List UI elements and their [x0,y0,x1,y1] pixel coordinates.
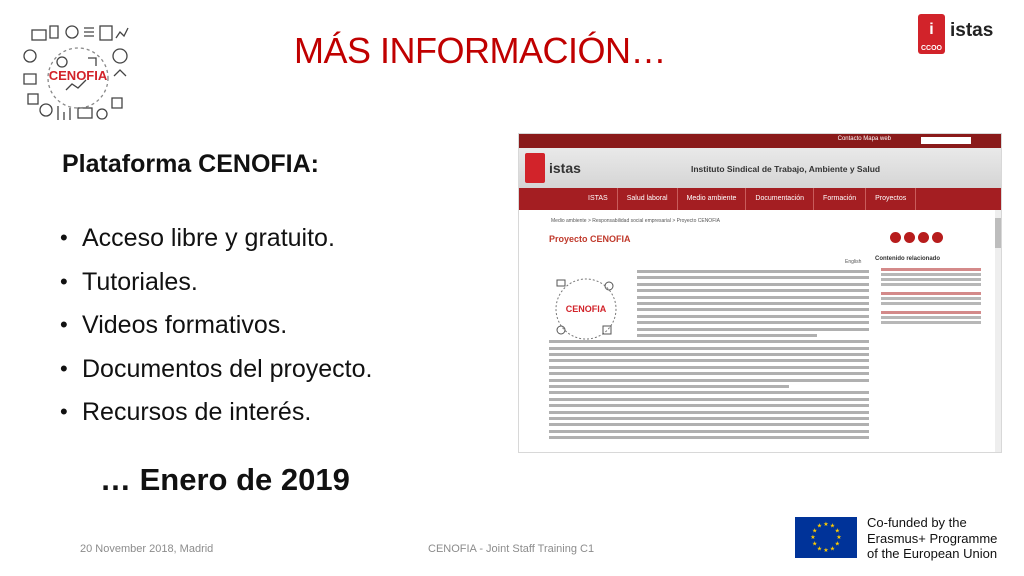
erasmus-line: Co-funded by the [867,515,967,530]
erasmus-line: Erasmus+ Programme [867,530,998,546]
istas-logo-mark [918,14,945,54]
rss-icon [932,232,943,243]
svg-text:CCOO: CCOO [921,45,942,52]
list-item [60,309,372,353]
website-search-input [921,137,971,144]
footer-event: CENOFIA - Joint Staff Training C1 [428,543,595,555]
svg-text:★: ★ [834,540,840,548]
website-english-link: English [845,259,862,265]
list-item [60,396,372,440]
svg-text:★: ★ [823,547,829,554]
bullet-icon: • [60,225,68,250]
list-item-label: Documentos del proyecto. [82,354,373,383]
svg-text:★: ★ [812,540,818,548]
website-page-title: Proyecto CENOFIA [549,234,631,244]
slide-title: MÁS INFORMACIÓN… [293,30,666,71]
svg-text:CENOFIA: CENOFIA [48,68,108,83]
website-nav-item: Medio ambiente [678,188,747,210]
svg-text:★: ★ [834,527,840,535]
list-item [60,353,372,397]
erasmus-cofunding-text [867,515,997,562]
website-breadcrumb: Medio ambiente > Responsabilidad social empresarial > Proyecto CENOFIA [551,218,720,224]
istas-logo-text: istas [950,20,994,41]
website-nav-item: Formación [814,188,866,210]
list-item-label: Acceso libre y gratuito. [82,224,335,252]
svg-text:★: ★ [812,527,818,535]
website-cenofia-thumbnail [551,274,621,344]
footer-date: 20 November 2018, Madrid [80,543,214,555]
svg-text:★: ★ [829,522,836,530]
website-header [519,148,1001,188]
bullet-icon: • [60,355,68,381]
bullet-icon: • [60,312,68,337]
erasmus-line: of the European Union [867,546,998,561]
twitter-icon [904,232,915,243]
list-item-label: Recursos de interés. [82,398,312,426]
website-social-icons [890,232,943,243]
list-item [60,222,372,266]
svg-text:CENOFIA: CENOFIA [565,304,607,314]
list-item [60,266,372,310]
website-logo-mark [525,153,545,183]
list-item-label: Videos formativos. [82,311,288,339]
facebook-icon [890,232,901,243]
website-institute-name: Instituto Sindical de Trabajo, Ambiente y Salud [691,164,881,174]
list-item-label: Tutoriales. [82,267,198,296]
svg-text:★: ★ [810,534,816,541]
website-scrollbar [995,210,1001,452]
website-screenshot [518,133,1002,453]
svg-text:i: i [929,21,934,38]
website-nav [519,188,1001,210]
date-note: … Enero de 2019 [100,462,350,497]
website-nav-item: Salud laboral [618,188,678,210]
svg-text:★: ★ [836,534,842,541]
website-related-list [881,266,981,326]
website-nav-item: Proyectos [866,188,916,210]
website-nav-item: Documentación [746,188,814,210]
platform-heading: Plataforma CENOFIA: [62,150,319,178]
website-top-links: Contacto Mapa web [837,136,891,142]
website-topbar [519,134,1001,148]
bullet-list [60,222,372,440]
istas-logo [918,14,1018,56]
website-nav-item: ISTAS [579,188,618,210]
bullet-icon: • [60,399,68,424]
svg-text:★: ★ [829,545,836,553]
bullet-icon: • [60,268,68,294]
website-logo-text: istas [549,160,581,176]
svg-text:★: ★ [816,522,823,530]
cenofia-logo [22,22,134,128]
eu-flag-icon [795,517,857,558]
svg-text:★: ★ [823,521,829,528]
youtube-icon [918,232,929,243]
svg-text:★: ★ [816,545,823,553]
website-related-title: Contenido relacionado [875,256,941,262]
